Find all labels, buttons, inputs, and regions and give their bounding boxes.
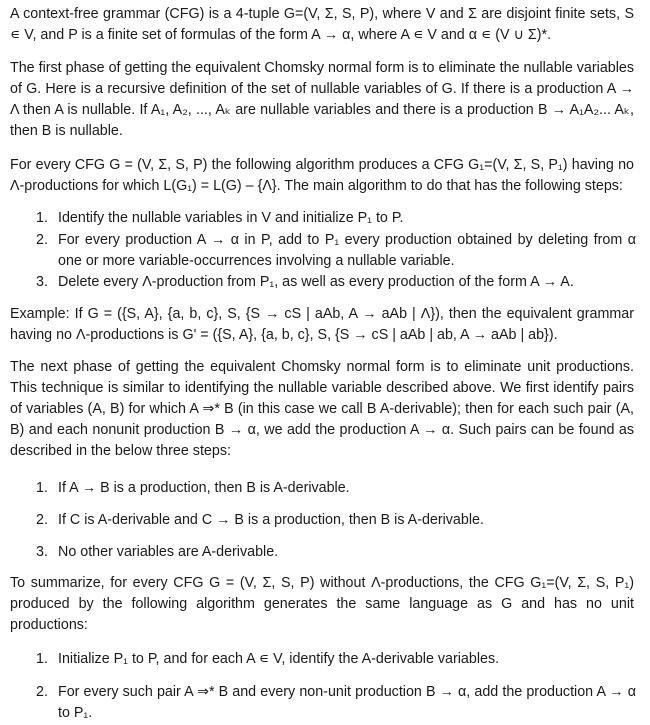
list-item	[36, 208, 636, 229]
paragraph-summary: To summarize, for every CFG G = (V, Σ, S, P) without Λ-productions, the CFG G₁=(V, Σ, S, P₁) produced by the following algorithm generates the same language as G and has no unit productions:	[10, 575, 634, 633]
list-number: 1.	[36, 651, 48, 667]
list-number: 1.	[36, 480, 48, 496]
list-text: For every production A → α in P, add to P₁ every production obtained by deleting from α one or more variable-occurrences involving a nullable variable.	[58, 232, 636, 269]
list-item	[36, 649, 636, 670]
list-number: 2.	[36, 512, 48, 528]
paragraph-unit-productions: The next phase of getting the equivalent Chomsky normal form is to eliminate unit productions. This technique is similar to identifying the nullable variable described above. We first identify pairs of variables (A, B) for which A ⇒* B (in this case we call B A-derivable); then for each such pair (A, B) and each nonunit production B → α, we add the production A → α. Such pairs can be found as described in the below three steps:	[10, 359, 634, 459]
list-number: 2.	[36, 684, 48, 700]
paragraph-algorithm-intro: For every CFG G = (V, Σ, S, P) the following algorithm produces a CFG G₁=(V, Σ, S, P₁) having no Λ-productions for which L(G₁) = L(G) – {Λ}. The main algorithm to do that has the following steps:	[10, 157, 634, 194]
list-item	[36, 272, 636, 293]
list-text: Initialize P₁ to P, and for each A ∊ V, identify the A-derivable variables.	[58, 651, 500, 667]
paragraph-example: Example: If G = ({S, A}, {a, b, c}, S, {S → cS | aAb, A → aAb | Λ}), then the equivalent grammar having no Λ-productions is G' = ({S, A}, {a, b, c}, S, {S → cS | aAb | ab, A → aAb | ab}).	[10, 306, 634, 343]
list-item	[36, 542, 636, 563]
list-item	[36, 682, 636, 724]
paragraph-nullable-definition: The first phase of getting the equivalent Chomsky normal form is to eliminate the nullable variables of G. Here is a recursive definition of the set of nullable variables of G. If there is a production A → Λ then A is nullable. If A₁, A₂, ..., Aₖ are nullable variables and there is a production B → A₁A₂... Aₖ, then B is nullable.	[10, 60, 634, 139]
list-number: 2.	[36, 232, 48, 248]
list-text: No other variables are A-derivable.	[58, 544, 279, 560]
list-text: For every such pair A ⇒* B and every non-unit production B → α, add the production A → α to P₁.	[58, 684, 636, 721]
list-number: 1.	[36, 210, 48, 226]
list-number: 3.	[36, 274, 48, 290]
list-item	[36, 510, 636, 531]
paragraph-cfg-definition: A context-free grammar (CFG) is a 4-tuple G=(V, Σ, S, P), where V and Σ are disjoint finite sets, S ∊ V, and P is a finite set of formulas of the form A → α, where A ∊ V and α ∊ (V ∪ Σ)*.	[10, 6, 634, 43]
list-text: Delete every Λ-production from P₁, as well as every production of the form A → A.	[58, 274, 574, 290]
list-number: 3.	[36, 544, 48, 560]
list-text: If C is A-derivable and C → B is a production, then B is A-derivable.	[58, 512, 484, 528]
list-item	[36, 230, 636, 272]
list-text: Identify the nullable variables in V and initialize P₁ to P.	[58, 210, 404, 226]
list-item	[36, 478, 636, 499]
list-text: If A → B is a production, then B is A-derivable.	[58, 480, 350, 496]
